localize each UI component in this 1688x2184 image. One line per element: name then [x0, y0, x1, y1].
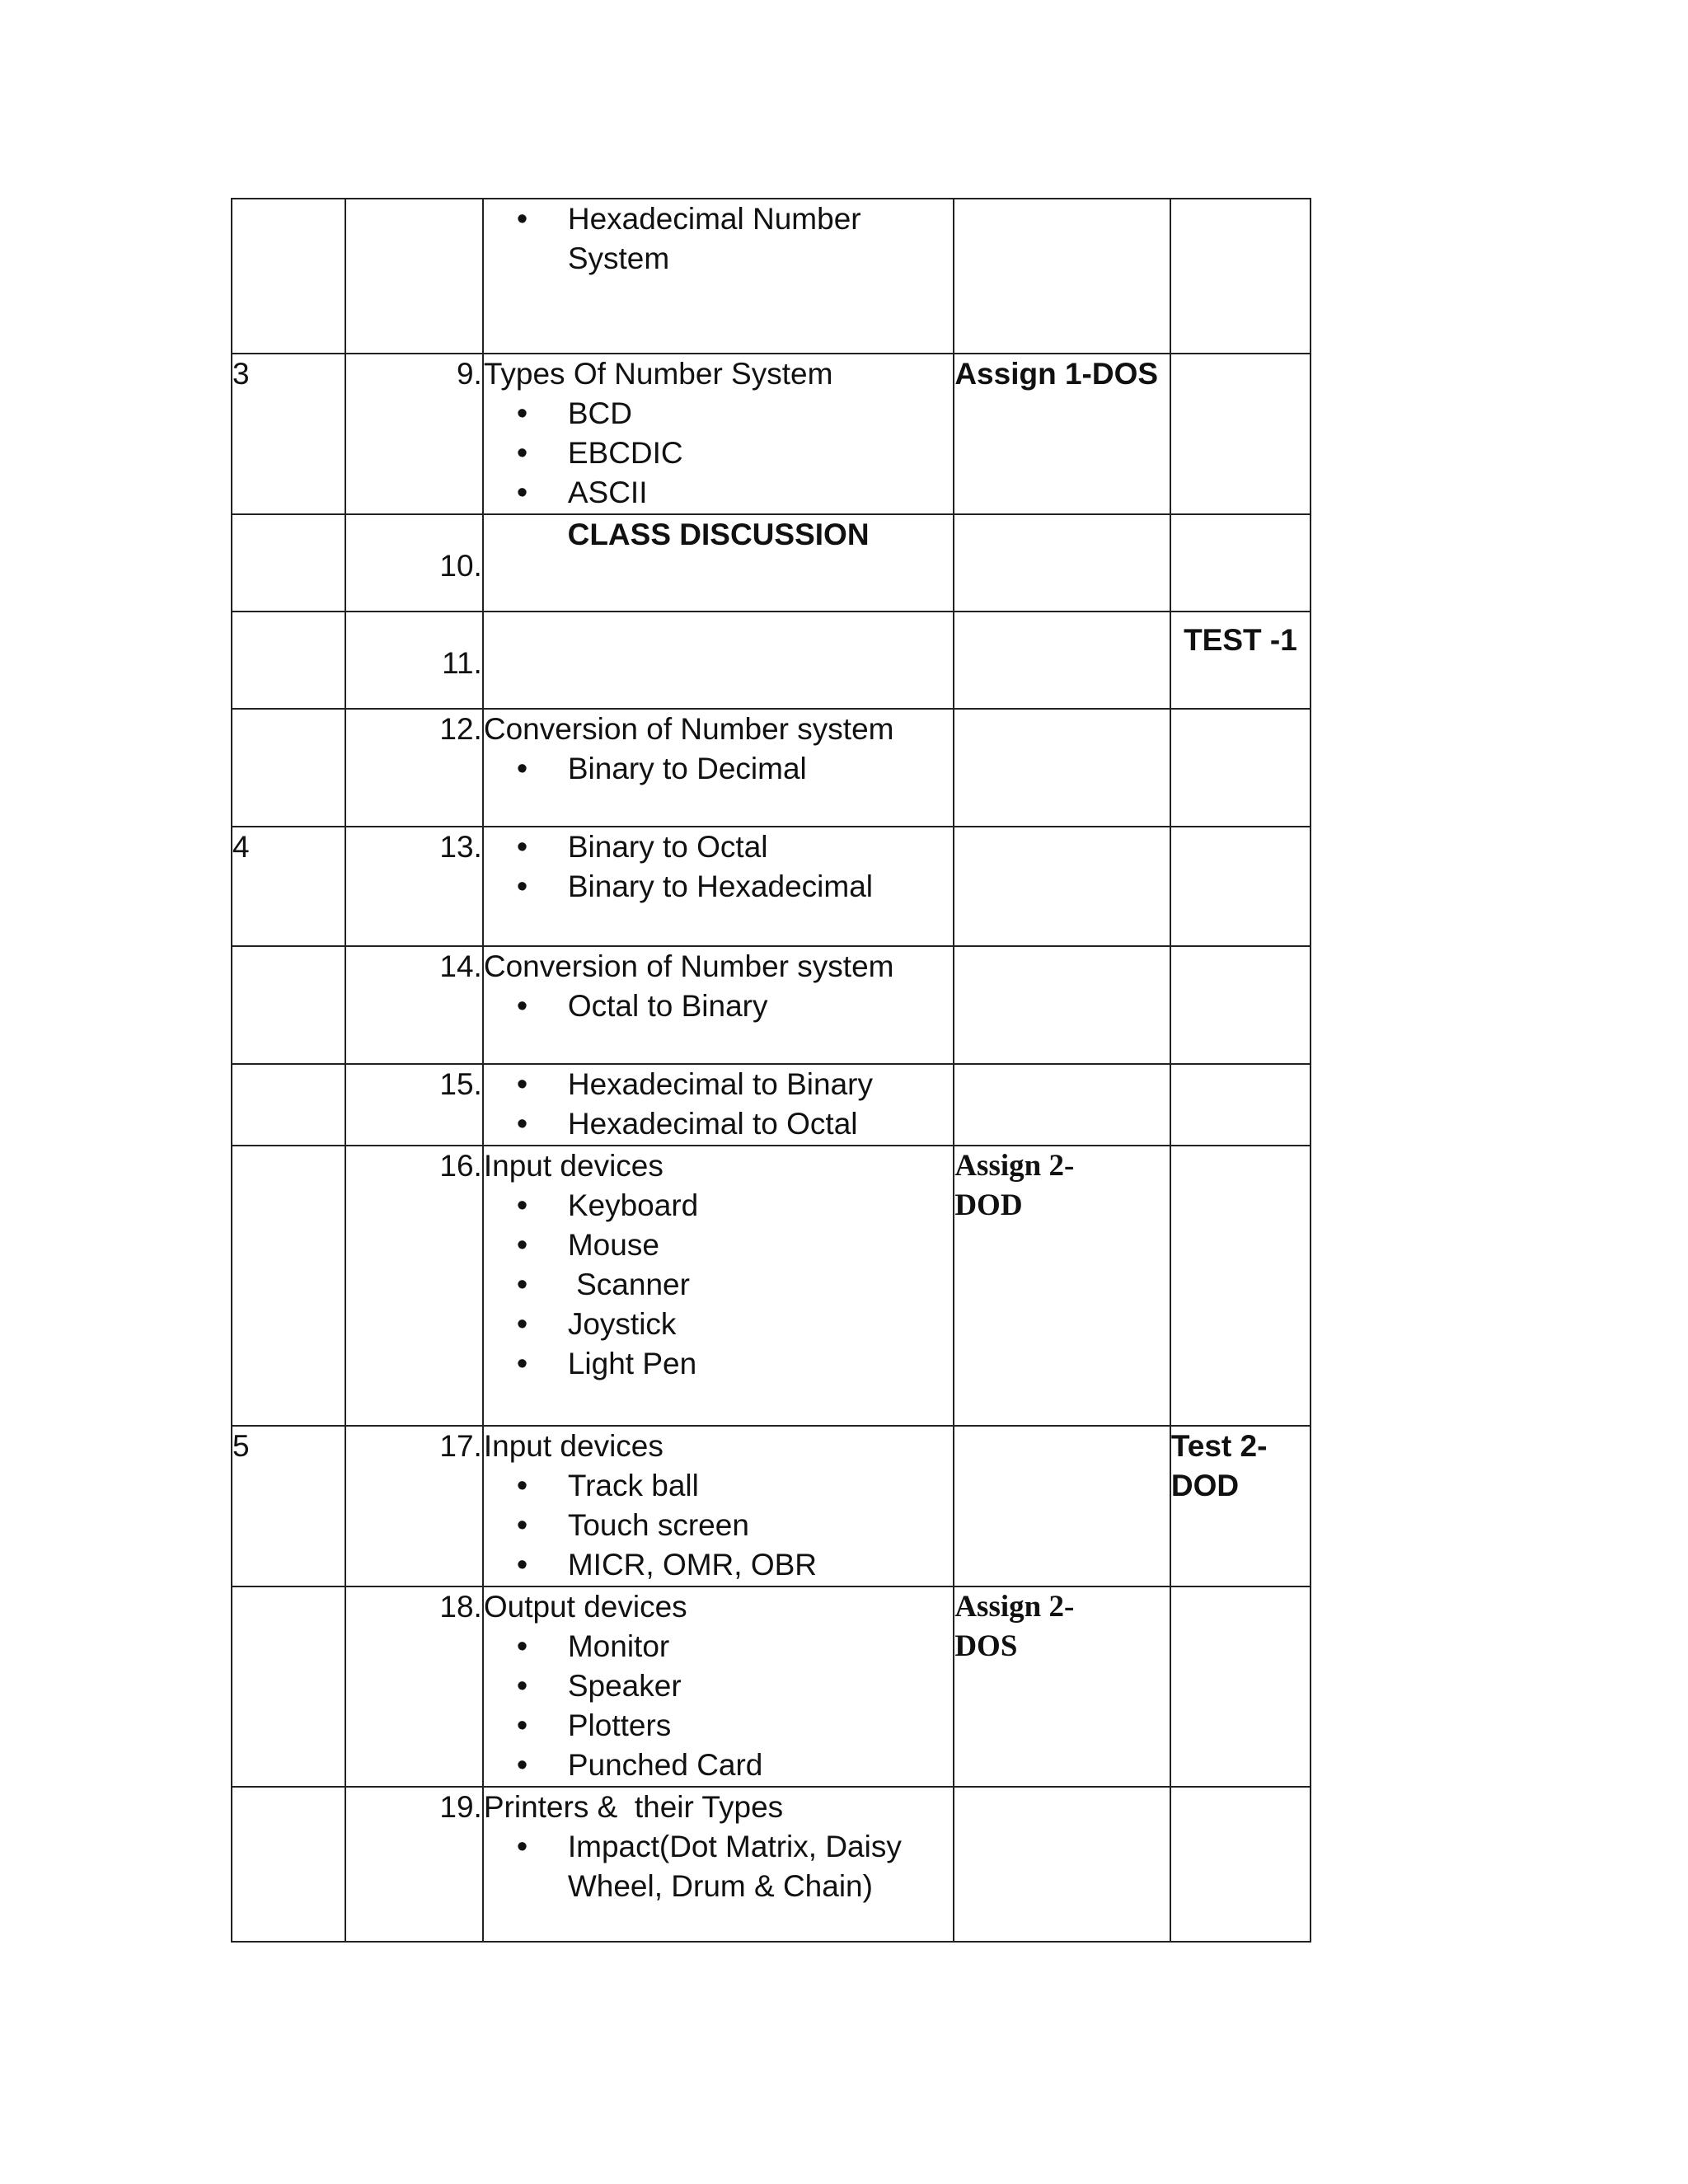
lesson-plan-table	[231, 198, 1311, 1943]
list-item: • MICR, OMR, OBR	[568, 1545, 953, 1585]
topic-heading: Printers & their Types	[483, 1790, 784, 1824]
topic-cell	[483, 199, 954, 354]
assignment-cell	[954, 709, 1170, 827]
week-cell	[232, 1064, 345, 1146]
assignment-cell: Assign 1-DOS	[954, 354, 1170, 514]
topic-cell	[483, 1586, 954, 1787]
list-item: • Octal to Binary	[568, 987, 953, 1026]
assignment-cell	[954, 1064, 1170, 1146]
topic-cell	[483, 1426, 954, 1586]
lecture-number-cell: 17.	[345, 1426, 483, 1586]
topic-list	[484, 1186, 953, 1384]
list-item: • Scanner	[568, 1265, 953, 1305]
list-item: • EBCDIC	[568, 434, 953, 473]
list-item: • Touch screen	[568, 1506, 953, 1545]
list-item: • Binary to Octal	[568, 827, 953, 867]
test-cell	[1170, 514, 1311, 612]
test-cell	[1170, 946, 1311, 1064]
list-item: • Mouse	[568, 1226, 953, 1265]
table-row	[232, 514, 1311, 612]
assignment-cell	[954, 1787, 1170, 1942]
test-cell	[1170, 1146, 1311, 1426]
list-item: • Hexadecimal Number System	[568, 199, 953, 279]
assignment-cell	[954, 514, 1170, 612]
week-cell: 4	[232, 827, 345, 946]
topic-cell	[483, 709, 954, 827]
list-item: • BCD	[568, 394, 953, 434]
topic-heading: CLASS DISCUSSION	[483, 514, 954, 612]
assignment-cell	[954, 199, 1170, 354]
topic-list	[484, 1466, 953, 1585]
week-cell	[232, 612, 345, 709]
list-item: • Monitor	[568, 1627, 953, 1666]
list-item: • Impact(Dot Matrix, Daisy Wheel, Drum & Chain)	[568, 1827, 953, 1906]
lecture-number-cell: 10.	[345, 514, 483, 612]
topic-heading: Input devices	[483, 1149, 663, 1183]
test-cell	[1170, 827, 1311, 946]
topic-cell	[483, 612, 954, 709]
topic-list	[484, 199, 953, 279]
list-item: • Binary to Hexadecimal	[568, 867, 953, 907]
topic-cell	[483, 1064, 954, 1146]
week-cell	[232, 1787, 345, 1942]
topic-list	[484, 1627, 953, 1785]
table-row	[232, 946, 1311, 1064]
week-cell: 3	[232, 354, 345, 514]
assignment-cell: Assign 2- DOS	[954, 1586, 1170, 1787]
topic-list	[484, 749, 953, 789]
topic-list	[484, 1065, 953, 1144]
lecture-number-cell: 14.	[345, 946, 483, 1064]
topic-cell	[483, 354, 954, 514]
week-cell	[232, 946, 345, 1064]
test-cell	[1170, 199, 1311, 354]
lecture-number-cell: 13.	[345, 827, 483, 946]
topic-heading: Conversion of Number system	[483, 949, 894, 983]
assignment-cell	[954, 946, 1170, 1064]
test-cell	[1170, 709, 1311, 827]
table-row	[232, 1787, 1311, 1942]
list-item: • Speaker	[568, 1666, 953, 1706]
lecture-number-cell: 16.	[345, 1146, 483, 1426]
lecture-number-cell: 15.	[345, 1064, 483, 1146]
lecture-number-cell: 12.	[345, 709, 483, 827]
topic-list	[484, 987, 953, 1026]
lecture-number-cell: 11.	[345, 612, 483, 709]
week-cell	[232, 1146, 345, 1426]
assignment-cell: Assign 2- DOD	[954, 1146, 1170, 1426]
topic-list	[484, 827, 953, 907]
table-row	[232, 199, 1311, 354]
table-row	[232, 1426, 1311, 1586]
test-cell	[1170, 1787, 1311, 1942]
topic-list	[484, 394, 953, 513]
list-item: • Light Pen	[568, 1344, 953, 1384]
list-item: • Punched Card	[568, 1746, 953, 1785]
topic-heading: Types Of Number System	[483, 357, 833, 391]
test-cell	[1170, 1586, 1311, 1787]
table-row	[232, 709, 1311, 827]
lecture-number-cell	[345, 199, 483, 354]
topic-heading: Conversion of Number system	[483, 712, 894, 746]
lecture-number-cell: 19.	[345, 1787, 483, 1942]
week-cell	[232, 199, 345, 354]
list-item: • ASCII	[568, 473, 953, 513]
week-cell	[232, 709, 345, 827]
assignment-cell	[954, 1426, 1170, 1586]
table-row	[232, 612, 1311, 709]
table-row	[232, 1586, 1311, 1787]
assignment-cell	[954, 612, 1170, 709]
list-item: • Plotters	[568, 1706, 953, 1746]
week-cell	[232, 1586, 345, 1787]
list-item: • Binary to Decimal	[568, 749, 953, 789]
table-row	[232, 827, 1311, 946]
test-cell	[1170, 354, 1311, 514]
table-row	[232, 354, 1311, 514]
table-row	[232, 1146, 1311, 1426]
week-cell	[232, 514, 345, 612]
list-item: • Hexadecimal to Octal	[568, 1104, 953, 1144]
table-row	[232, 1064, 1311, 1146]
topic-heading: Output devices	[483, 1590, 687, 1624]
topic-cell	[483, 1787, 954, 1942]
week-cell: 5	[232, 1426, 345, 1586]
topic-heading: Input devices	[483, 1429, 663, 1463]
list-item: • Keyboard	[568, 1186, 953, 1226]
list-item: • Hexadecimal to Binary	[568, 1065, 953, 1104]
test-cell: Test 2- DOD	[1170, 1426, 1311, 1586]
test-cell	[1170, 1064, 1311, 1146]
topic-cell	[483, 827, 954, 946]
topic-list	[484, 1827, 953, 1906]
list-item: • Track ball	[568, 1466, 953, 1506]
lecture-number-cell: 9.	[345, 354, 483, 514]
list-item: • Joystick	[568, 1305, 953, 1344]
topic-cell	[483, 946, 954, 1064]
test-cell: TEST -1	[1170, 612, 1311, 709]
lecture-number-cell: 18.	[345, 1586, 483, 1787]
topic-cell	[483, 1146, 954, 1426]
assignment-cell	[954, 827, 1170, 946]
